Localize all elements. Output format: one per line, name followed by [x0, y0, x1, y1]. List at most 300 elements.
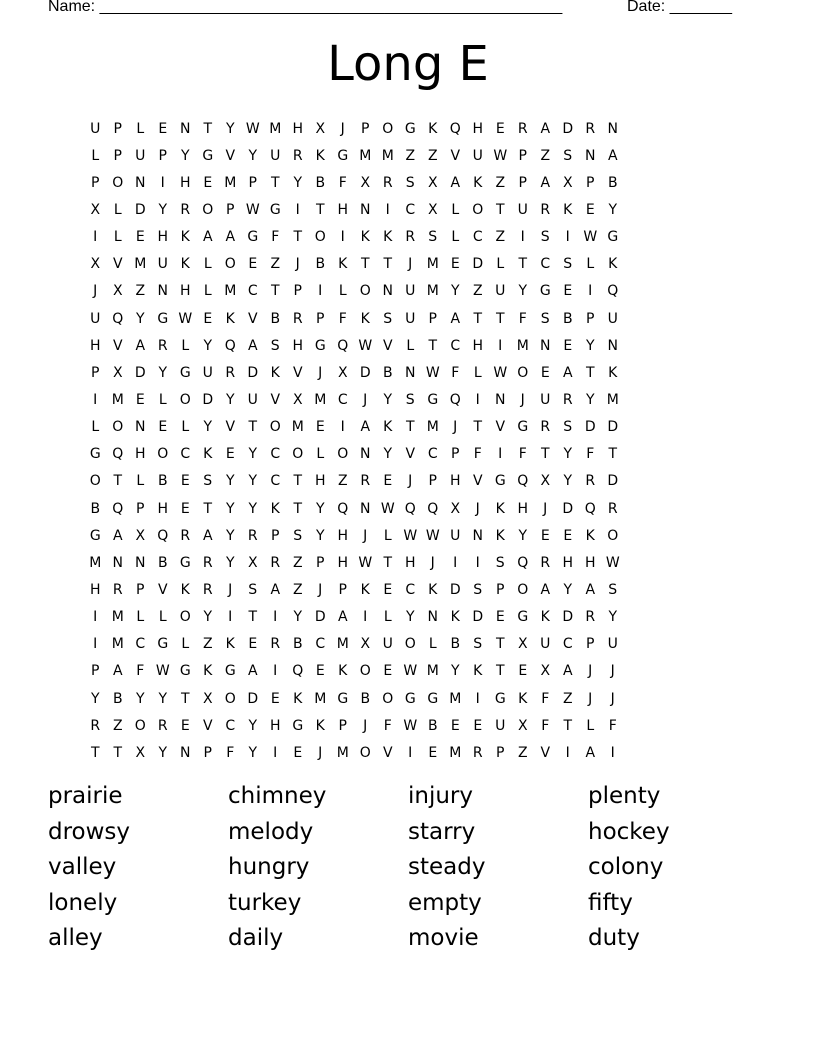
grid-letter: T: [113, 744, 123, 761]
grid-letter: G: [89, 446, 101, 463]
grid-letter: A: [607, 147, 618, 164]
grid-letter: I: [520, 229, 525, 246]
grid-letter: F: [383, 717, 392, 734]
grid-letter: D: [314, 609, 326, 626]
grid-letter: P: [451, 446, 460, 463]
grid-letter: H: [337, 527, 349, 544]
grid-letter: C: [450, 337, 461, 354]
grid-letter: R: [585, 120, 596, 137]
grid-letter: W: [605, 554, 620, 571]
grid-letter: G: [494, 690, 506, 707]
grid-letter: S: [428, 229, 438, 246]
grid-letter: W: [583, 229, 598, 246]
grid-letter: Y: [518, 283, 528, 300]
grid-letter: S: [383, 310, 393, 327]
grid-letter: O: [202, 201, 214, 218]
grid-letter: V: [495, 419, 506, 436]
grid-letter: O: [517, 581, 529, 598]
grid-letter: E: [203, 174, 213, 191]
grid-letter: C: [562, 636, 573, 653]
grid-letter: V: [202, 717, 213, 734]
grid-row: [84, 224, 624, 251]
grid-letter: O: [359, 744, 371, 761]
grid-letter: M: [516, 337, 529, 354]
grid-letter: U: [517, 201, 528, 218]
grid-letter: Y: [585, 391, 595, 408]
grid-letter: C: [180, 446, 191, 463]
grid-letter: U: [607, 636, 618, 653]
grid-letter: A: [562, 364, 573, 381]
grid-letter: O: [292, 446, 304, 463]
grid-letter: S: [563, 147, 573, 164]
grid-letter: Y: [383, 446, 393, 463]
grid-letter: R: [540, 554, 551, 571]
grid-letter: P: [248, 174, 257, 191]
grid-letter: L: [383, 527, 392, 544]
grid-row: [84, 251, 624, 278]
grid-letter: O: [607, 527, 619, 544]
grid-letter: C: [270, 446, 281, 463]
grid-letter: H: [292, 337, 304, 354]
grid-letter: V: [157, 581, 168, 598]
grid-letter: O: [359, 283, 371, 300]
grid-letter: M: [426, 663, 439, 680]
grid-letter: H: [89, 581, 101, 598]
grid-letter: I: [475, 690, 480, 707]
grid-letter: V: [112, 337, 123, 354]
grid-letter: L: [316, 446, 325, 463]
grid-letter: B: [90, 500, 101, 517]
grid-letter: P: [316, 310, 325, 327]
grid-letter: G: [89, 527, 101, 544]
grid-letter: H: [472, 337, 484, 354]
grid-letter: G: [247, 229, 259, 246]
grid-letter: K: [203, 446, 213, 463]
grid-letter: B: [112, 690, 123, 707]
grid-letter: T: [248, 419, 258, 436]
grid-letter: A: [450, 310, 461, 327]
grid-letter: R: [405, 229, 416, 246]
grid-letter: X: [427, 174, 438, 191]
grid-letter: E: [315, 663, 325, 680]
grid-letter: G: [607, 229, 619, 246]
grid-letter: Y: [248, 473, 258, 490]
grid-letter: H: [269, 717, 281, 734]
word-list-item: steady: [408, 854, 486, 880]
grid-letter: Y: [315, 527, 325, 544]
grid-letter: L: [91, 147, 100, 164]
word-list-item: empty: [408, 889, 482, 916]
grid-letter: G: [179, 554, 191, 571]
grid-letter: O: [269, 419, 281, 436]
grid-row: [84, 522, 624, 549]
grid-letter: T: [90, 744, 100, 761]
grid-letter: N: [360, 446, 371, 463]
grid-letter: L: [586, 717, 595, 734]
grid-letter: S: [203, 473, 213, 490]
grid-letter: A: [360, 419, 371, 436]
grid-letter: T: [315, 201, 325, 218]
grid-letter: G: [269, 201, 281, 218]
grid-letter: Q: [449, 391, 461, 408]
grid-letter: W: [245, 120, 260, 137]
grid-letter: Q: [112, 500, 124, 517]
grid-letter: Y: [225, 554, 235, 571]
grid-row: [84, 169, 624, 196]
grid-letter: H: [404, 554, 416, 571]
grid-letter: H: [562, 554, 574, 571]
word-list-item: chimney: [228, 783, 327, 809]
grid-letter: I: [93, 229, 98, 246]
grid-letter: W: [245, 201, 260, 218]
grid-row: [84, 631, 624, 658]
grid-letter: V: [540, 744, 551, 761]
grid-letter: E: [450, 256, 460, 273]
grid-letter: Q: [157, 527, 169, 544]
grid-letter: M: [269, 120, 282, 137]
grid-letter: G: [314, 337, 326, 354]
grid-letter: I: [93, 391, 98, 408]
word-list-item: drowsy: [48, 818, 131, 845]
grid-letter: D: [562, 609, 574, 626]
grid-letter: Q: [607, 283, 619, 300]
grid-letter: G: [179, 663, 191, 680]
grid-letter: U: [247, 391, 258, 408]
grid-letter: U: [450, 527, 461, 544]
grid-letter: K: [608, 364, 618, 381]
grid-letter: E: [563, 283, 573, 300]
grid-letter: B: [450, 636, 461, 653]
grid-letter: S: [608, 581, 618, 598]
grid-letter: S: [473, 581, 483, 598]
grid-letter: P: [136, 500, 145, 517]
grid-letter: Q: [337, 500, 349, 517]
grid-letter: H: [157, 229, 169, 246]
grid-letter: J: [453, 419, 458, 436]
grid-letter: U: [270, 147, 281, 164]
grid-letter: S: [270, 337, 280, 354]
grid-letter: N: [360, 500, 371, 517]
grid-letter: A: [450, 174, 461, 191]
grid-letter: C: [247, 283, 258, 300]
grid-letter: W: [425, 527, 440, 544]
grid-letter: K: [360, 581, 370, 598]
grid-letter: Z: [540, 147, 551, 164]
grid-letter: V: [112, 256, 123, 273]
grid-letter: I: [385, 201, 390, 218]
grid-letter: O: [359, 663, 371, 680]
grid-letter: Y: [383, 391, 393, 408]
grid-letter: G: [202, 147, 214, 164]
grid-letter: C: [315, 636, 326, 653]
grid-letter: K: [585, 527, 595, 544]
grid-letter: D: [562, 500, 574, 517]
grid-letter: P: [518, 147, 527, 164]
grid-letter: N: [607, 120, 618, 137]
grid-letter: H: [314, 473, 326, 490]
grid-row: [84, 196, 624, 223]
grid-letter: A: [247, 337, 258, 354]
grid-letter: Q: [337, 337, 349, 354]
grid-letter: X: [315, 120, 326, 137]
grid-letter: R: [112, 581, 123, 598]
grid-letter: V: [450, 147, 461, 164]
grid-letter: E: [540, 527, 550, 544]
grid-letter: Y: [90, 690, 100, 707]
grid-letter: T: [180, 690, 190, 707]
grid-letter: Y: [405, 609, 415, 626]
grid-letter: I: [475, 554, 480, 571]
grid-letter: J: [228, 581, 233, 598]
grid-letter: Z: [495, 174, 506, 191]
grid-letter: T: [293, 500, 303, 517]
grid-letter: E: [563, 527, 573, 544]
grid-letter: D: [472, 256, 484, 273]
grid-letter: K: [315, 147, 325, 164]
grid-letter: P: [338, 717, 347, 734]
grid-letter: D: [134, 364, 146, 381]
grid-letter: T: [270, 174, 280, 191]
grid-letter: N: [405, 364, 416, 381]
grid-letter: W: [358, 337, 373, 354]
word-list-item: duty: [588, 925, 640, 951]
grid-letter: Y: [608, 609, 618, 626]
grid-letter: H: [337, 201, 349, 218]
grid-letter: U: [495, 717, 506, 734]
grid-letter: L: [113, 229, 122, 246]
grid-letter: W: [380, 500, 395, 517]
grid-row: [84, 359, 624, 386]
grid-letter: T: [383, 554, 393, 571]
grid-letter: L: [181, 337, 190, 354]
grid-letter: D: [359, 364, 371, 381]
grid-letter: Y: [450, 663, 460, 680]
grid-letter: L: [91, 419, 100, 436]
grid-letter: W: [178, 310, 193, 327]
grid-letter: A: [202, 527, 213, 544]
grid-letter: U: [540, 636, 551, 653]
grid-letter: U: [202, 364, 213, 381]
grid-letter: L: [113, 201, 122, 218]
grid-row: [84, 468, 624, 495]
grid-letter: P: [361, 120, 370, 137]
grid-letter: L: [586, 256, 595, 273]
grid-letter: C: [337, 391, 348, 408]
grid-letter: S: [495, 554, 505, 571]
grid-letter: B: [360, 690, 371, 707]
grid-letter: C: [405, 201, 416, 218]
grid-letter: E: [225, 446, 235, 463]
grid-letter: F: [473, 446, 482, 463]
grid-letter: S: [248, 581, 258, 598]
grid-letter: Y: [203, 609, 213, 626]
grid-letter: S: [540, 229, 550, 246]
grid-letter: R: [202, 581, 213, 598]
grid-letter: J: [408, 473, 413, 490]
grid-row: [84, 142, 624, 169]
grid-letter: K: [383, 419, 393, 436]
word-list-item: prairie: [48, 783, 123, 809]
word-list-item: injury: [408, 783, 474, 809]
grid-letter: M: [449, 744, 462, 761]
grid-letter: R: [157, 717, 168, 734]
grid-letter: I: [610, 744, 615, 761]
grid-letter: K: [518, 690, 528, 707]
grid-letter: Y: [203, 419, 213, 436]
grid-letter: B: [157, 473, 168, 490]
grid-letter: P: [136, 581, 145, 598]
grid-letter: Y: [585, 337, 595, 354]
grid-letter: U: [540, 391, 551, 408]
grid-letter: D: [584, 419, 596, 436]
word-list-item: melody: [228, 818, 314, 845]
page-title: Long E: [327, 36, 489, 92]
grid-letter: I: [273, 744, 278, 761]
grid-letter: J: [430, 554, 435, 571]
grid-letter: E: [315, 419, 325, 436]
grid-letter: R: [562, 391, 573, 408]
grid-letter: A: [112, 527, 123, 544]
grid-letter: E: [473, 717, 483, 734]
grid-letter: I: [228, 609, 233, 626]
grid-letter: W: [403, 663, 418, 680]
grid-letter: N: [540, 337, 551, 354]
grid-letter: A: [247, 663, 258, 680]
grid-letter: I: [295, 201, 300, 218]
grid-letter: J: [318, 744, 323, 761]
grid-letter: Y: [158, 364, 168, 381]
grid-letter: O: [337, 446, 349, 463]
grid-letter: Q: [404, 500, 416, 517]
grid-letter: U: [495, 283, 506, 300]
grid-letter: E: [180, 473, 190, 490]
grid-letter: L: [496, 256, 505, 273]
grid-letter: O: [382, 690, 394, 707]
grid-letter: G: [224, 663, 236, 680]
grid-letter: X: [540, 663, 551, 680]
grid-letter: I: [93, 609, 98, 626]
grid-letter: T: [113, 473, 123, 490]
grid-letter: E: [563, 337, 573, 354]
grid-letter: M: [381, 147, 394, 164]
grid-letter: T: [495, 201, 505, 218]
grid-letter: N: [472, 527, 483, 544]
grid-letter: B: [607, 174, 618, 191]
grid-letter: R: [585, 473, 596, 490]
grid-letter: R: [247, 527, 258, 544]
grid-letter: K: [608, 256, 618, 273]
grid-letter: L: [428, 636, 437, 653]
grid-letter: Q: [517, 473, 529, 490]
grid-letter: P: [496, 581, 505, 598]
grid-letter: D: [607, 419, 619, 436]
grid-letter: J: [295, 256, 300, 273]
grid-letter: Y: [248, 717, 258, 734]
grid-letter: O: [179, 391, 191, 408]
grid-letter: C: [405, 581, 416, 598]
grid-letter: R: [540, 419, 551, 436]
date-field-label: Date: _______: [627, 0, 732, 15]
grid-letter: W: [493, 364, 508, 381]
grid-letter: G: [292, 717, 304, 734]
grid-letter: K: [360, 229, 370, 246]
grid-letter: A: [112, 663, 123, 680]
grid-letter: L: [158, 609, 167, 626]
grid-letter: E: [585, 201, 595, 218]
grid-letter: T: [203, 500, 213, 517]
grid-letter: R: [225, 364, 236, 381]
grid-letter: M: [449, 690, 462, 707]
grid-letter: U: [135, 147, 146, 164]
grid-letter: G: [337, 147, 349, 164]
grid-letter: J: [588, 663, 593, 680]
grid-letter: Y: [135, 310, 145, 327]
grid-letter: E: [135, 229, 145, 246]
grid-letter: Y: [158, 690, 168, 707]
grid-letter: M: [224, 174, 237, 191]
grid-letter: N: [607, 337, 618, 354]
grid-letter: I: [363, 609, 368, 626]
word-list: [48, 780, 768, 958]
grid-letter: S: [540, 310, 550, 327]
grid-letter: G: [404, 690, 416, 707]
grid-letter: O: [157, 446, 169, 463]
grid-letter: D: [562, 120, 574, 137]
grid-letter: A: [540, 174, 551, 191]
grid-letter: W: [425, 364, 440, 381]
grid-letter: Y: [225, 527, 235, 544]
grid-letter: L: [158, 391, 167, 408]
grid-letter: J: [93, 283, 98, 300]
grid-letter: K: [338, 663, 348, 680]
grid-row: [84, 278, 624, 305]
grid-letter: Y: [293, 609, 303, 626]
grid-letter: R: [517, 120, 528, 137]
grid-letter: Q: [449, 120, 461, 137]
grid-letter: I: [565, 229, 570, 246]
grid-letter: X: [247, 554, 258, 571]
grid-letter: T: [428, 337, 438, 354]
grid-letter: Y: [180, 147, 190, 164]
grid-letter: N: [585, 147, 596, 164]
grid-letter: M: [426, 283, 439, 300]
word-list-item: plenty: [588, 783, 661, 809]
grid-letter: M: [89, 554, 102, 571]
grid-letter: W: [403, 527, 418, 544]
grid-letter: N: [360, 201, 371, 218]
grid-letter: S: [473, 636, 483, 653]
grid-letter: P: [496, 744, 505, 761]
grid-letter: V: [382, 744, 393, 761]
grid-letter: Y: [518, 527, 528, 544]
grid-letter: T: [405, 419, 415, 436]
grid-letter: P: [226, 201, 235, 218]
grid-letter: V: [225, 147, 236, 164]
grid-letter: Z: [292, 554, 303, 571]
grid-letter: M: [111, 636, 124, 653]
grid-letter: X: [517, 717, 528, 734]
grid-letter: Y: [225, 391, 235, 408]
grid-letter: W: [403, 717, 418, 734]
grid-letter: G: [337, 690, 349, 707]
grid-letter: P: [91, 364, 100, 381]
grid-letter: L: [181, 419, 190, 436]
grid-letter: P: [316, 554, 325, 571]
grid-letter: E: [270, 690, 280, 707]
grid-letter: Z: [405, 147, 416, 164]
grid-letter: G: [517, 609, 529, 626]
grid-letter: E: [158, 419, 168, 436]
